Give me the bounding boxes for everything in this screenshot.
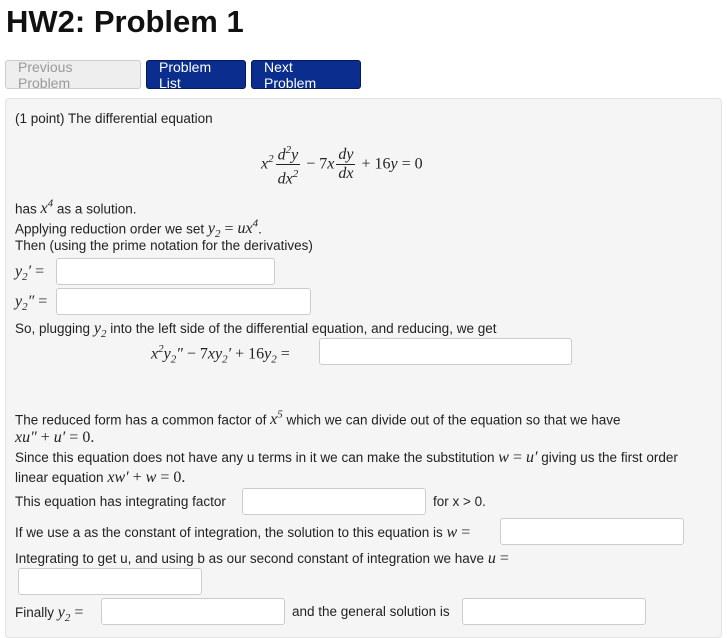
w-solution-input[interactable] [500, 518, 684, 545]
solution-w-line: If we use a as the constant of integration, the solution to this equation is w = [15, 524, 471, 541]
reduced-expression: $x^2y_2'' - 7xy_2' + 16y_2$ = [151, 343, 290, 366]
page-title: HW2: Problem 1 [6, 4, 244, 39]
plugging-line: So, plugging $y_2$ into the left side of the differential equation, and reducing, we get [15, 320, 497, 341]
finally-line: Finally $y_2$ = [15, 604, 84, 625]
y2-final-input[interactable] [101, 598, 285, 625]
y2-double-prime-input[interactable] [56, 288, 311, 315]
problem-panel [5, 98, 722, 638]
points-label: (1 point) [15, 111, 65, 126]
y2-prime-label: $y_2'$ = [15, 263, 45, 284]
substitution-line: Since this equation does not have any u terms in it we can make the substitution w = u′ giving us the first order [15, 449, 678, 466]
general-solution-input[interactable] [462, 598, 646, 625]
problem-intro [15, 111, 213, 126]
then-line: Then (using the prime notation for the derivatives) [15, 238, 313, 253]
general-solution-label: and the general solution is [292, 604, 450, 619]
y2-prime-input[interactable] [56, 258, 275, 285]
integrating-factor-input[interactable] [242, 488, 426, 515]
y2-double-prime-label: $y_2''$ = [15, 293, 48, 314]
previous-problem-button[interactable]: Previous Problem [5, 60, 141, 89]
common-factor-line: The reduced form has a common factor of $x^5$ which we can divide out of the equation so that we have [15, 409, 621, 429]
integrating-factor-label: This equation has integrating factor [15, 494, 226, 509]
u-solution-input[interactable] [18, 568, 202, 595]
integrating-line: Integrating to get u, and using b as our second constant of integration we have u = [15, 550, 509, 567]
reduced-equation: xu″ + u′ = 0. [15, 429, 95, 446]
has-solution-line: has $x^4$ as a solution. [15, 198, 137, 218]
problem-list-button[interactable]: Problem List [146, 60, 246, 89]
intro-text: The differential equation [68, 111, 213, 126]
reduced-expression-input[interactable] [319, 338, 572, 365]
linear-equation-line: linear equation xw′ + w = 0. [15, 469, 186, 486]
differential-equation: $x^2$ $\frac{d^2y}{dx^2}$ − 7x $\frac{dy}{dx}$ + 16y = 0 [261, 141, 423, 189]
next-problem-button[interactable]: Next Problem [251, 60, 361, 89]
for-x-text: for x > 0. [433, 494, 486, 509]
problem-nav [5, 60, 366, 89]
reduction-line: Applying reduction order we set $y_2 = ux^4$. [15, 218, 262, 241]
